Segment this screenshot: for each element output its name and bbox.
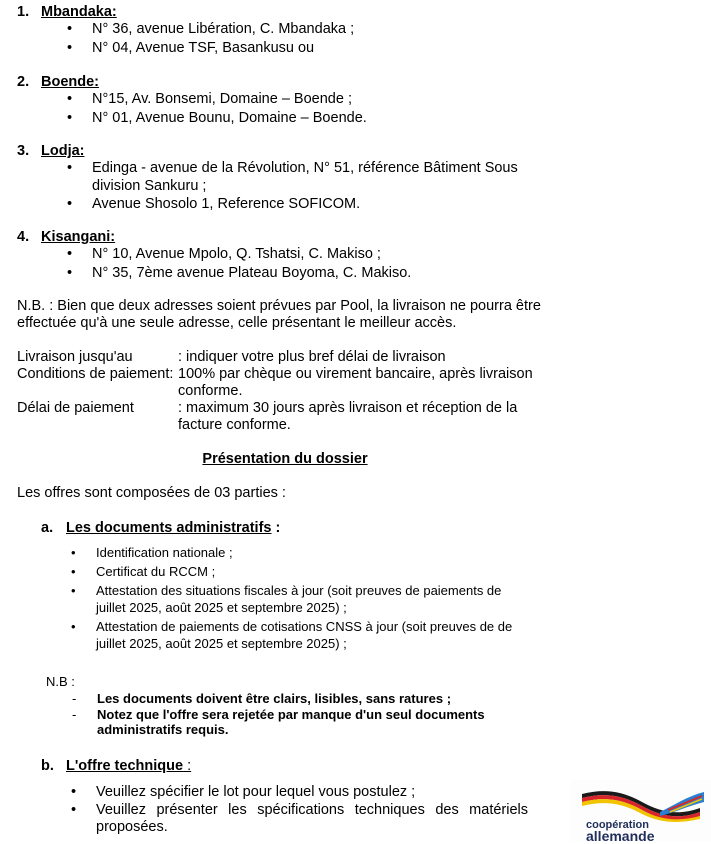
site-number: 3. [17, 143, 30, 159]
terms-value: : maximum 30 jours après livraison et réception de la facture conforme. [178, 400, 518, 433]
terms-row [17, 349, 547, 366]
bullet-icon: • [67, 246, 73, 262]
site-heading-1 [17, 4, 117, 21]
bullet-icon: • [67, 21, 73, 37]
terms-block [17, 349, 547, 434]
site-number: 2. [17, 74, 30, 90]
site-heading-2 [17, 74, 99, 91]
list-item: • Certificat du RCCM ; [71, 564, 216, 579]
bullet-icon: • [67, 91, 73, 107]
bullet-icon: • [71, 784, 77, 800]
site-address-list-3 [66, 160, 556, 215]
bullet-icon: • [71, 564, 76, 579]
site-address-list-4 [66, 246, 556, 283]
list-item: • N°15, Av. Bonsemi, Domaine – Boende ; [67, 91, 352, 107]
part-b-heading: b. L'offre technique : [41, 758, 192, 774]
site-heading-3 [17, 143, 85, 160]
list-item: • Identification nationale ; [71, 545, 233, 560]
cooperation-allemande-logo: coopération allemande [570, 780, 711, 841]
bullet-icon: • [67, 196, 73, 212]
site-number: 1. [17, 4, 30, 20]
dash-icon: - [72, 707, 77, 722]
delivery-note: N.B. : Bien que deux adresses soient prévues par Pool, la livraison ne pourra être effectuée qu'à une seule adresse, celle présentant le meilleur accès. [17, 298, 541, 331]
bullet-icon: • [71, 545, 76, 560]
bullet-icon: • [71, 802, 77, 818]
site-name: Boende: [41, 74, 99, 90]
terms-label: Délai de paiement [17, 400, 134, 416]
terms-label: Conditions de paiement: [17, 366, 174, 382]
bullet-icon: • [67, 264, 73, 281]
list-item: • Veuillez présenter les spécifications techniques des matériels proposées. [71, 802, 528, 835]
bullet-icon: • [67, 109, 73, 126]
list-item: - Les documents doivent être clairs, lisibles, sans ratures ; [72, 691, 452, 706]
part-title: L'offre technique [66, 758, 184, 774]
site-name: Mbandaka: [41, 4, 117, 20]
part-a-heading: a. Les documents administratifs : [41, 520, 281, 536]
site-number: 4. [17, 229, 30, 245]
documents-note-list [70, 691, 530, 738]
part-letter: b. [41, 758, 54, 774]
list-item: • Avenue Shosolo 1, Reference SOFICOM. [67, 196, 361, 212]
part-title: Les documents administratifs [66, 520, 272, 536]
list-item: • N° 36, avenue Libération, C. Mbandaka ; [67, 21, 355, 37]
site-heading-4 [17, 229, 115, 246]
list-item: • Attestation de paiements de cotisations CNSS à jour (soit preuves de de juillet 2025, août 2025 et septembre 2025) ; [71, 619, 513, 651]
site-name: Lodja: [41, 143, 85, 159]
bullet-icon: • [71, 583, 76, 598]
list-item: • N° 04, Avenue TSF, Basankusu ou [67, 39, 315, 56]
admin-documents-list [70, 544, 530, 654]
bullet-icon: • [71, 619, 76, 634]
flag-ribbon-icon [576, 786, 706, 822]
dash-icon: - [72, 691, 77, 706]
list-item: - Notez que l'offre sera rejetée par manque d'un seul documents administratifs requis. [72, 707, 485, 737]
bullet-icon: • [67, 160, 73, 176]
list-item: • Veuillez spécifier le lot pour lequel vous postulez ; [71, 784, 416, 800]
section-title: Présentation du dossier [202, 451, 368, 467]
terms-value: 100% par chèque ou virement bancaire, après livraison conforme. [178, 366, 533, 399]
list-item: • N° 01, Avenue Bounu, Domaine – Boende. [67, 109, 367, 126]
list-item: • N° 10, Avenue Mpolo, Q. Tshatsi, C. Makiso ; [67, 246, 381, 262]
list-item: • Attestation des situations fiscales à jour (soit preuves de paiements de juillet 2025, août 2025 et septembre 2025) ; [71, 583, 502, 615]
site-address-list-2 [66, 91, 556, 128]
part-letter: a. [41, 520, 54, 536]
bullet-icon: • [67, 39, 73, 56]
terms-value: : indiquer votre plus bref délai de livraison [178, 349, 446, 365]
terms-row [17, 366, 547, 400]
terms-label: Livraison jusqu'au [17, 349, 133, 365]
list-item: • Edinga - avenue de la Révolution, N° 51, référence Bâtiment Sous division Sankuru ; [67, 160, 518, 194]
list-item: • N° 35, 7ème avenue Plateau Boyoma, C. Makiso. [67, 264, 412, 281]
offers-intro: Les offres sont composées de 03 parties : [17, 485, 286, 501]
technical-offer-list [70, 784, 528, 837]
terms-row [17, 400, 547, 434]
documents-note-label: N.B : [46, 674, 75, 689]
site-address-list-1 [66, 21, 556, 58]
site-name: Kisangani: [41, 229, 116, 245]
